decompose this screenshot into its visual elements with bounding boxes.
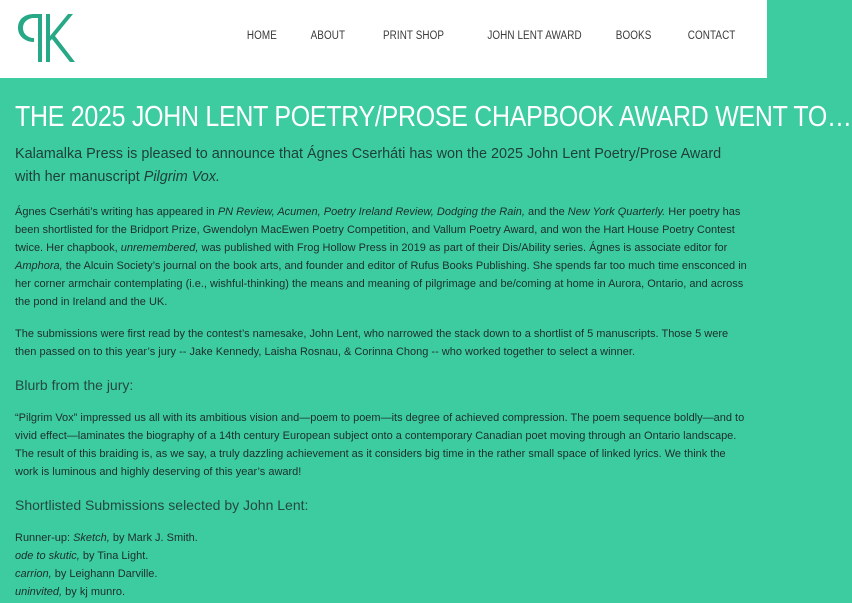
shortlist [15, 529, 750, 601]
nav-john-lent-award[interactable]: JOHN LENT AWARD [487, 30, 583, 42]
shortlist-heading: Shortlisted Submissions selected by John Lent: [15, 497, 309, 513]
main-content [15, 95, 852, 601]
list-item: Runner-up: Sketch, by Mark J. Smith. [15, 532, 198, 544]
main-nav [214, 30, 735, 42]
nav-contact[interactable]: CONTACT [687, 30, 735, 42]
site-header [0, 0, 767, 78]
list-item: carrion, by Leighann Darville. [15, 568, 158, 580]
blurb-heading: Blurb from the jury: [15, 377, 134, 393]
announcement-lead: Kalamalka Press is pleased to announce that Ágnes Cserháti has won the 2025 John Lent Poetry/Prose Award with her manuscript Pilgrim Vox. [15, 146, 722, 185]
selection-process: The submissions were first read by the contest’s namesake, John Lent, who narrowed the stack down to a shortlist of 5 manuscripts. Those 5 were then passed on to this year’s jury -- Jake Kennedy, Laisha Rosnau, & Corinna Chong -- who worked together to select a winner. [15, 328, 729, 358]
nav-home[interactable]: HOME [247, 30, 278, 42]
list-item: uninvited, by kj munro. [15, 586, 126, 598]
list-item: ode to skutic, by Tina Light. [15, 550, 149, 562]
nav-print-shop[interactable]: PRINT SHOP [383, 30, 445, 42]
nav-about[interactable]: ABOUT [310, 30, 346, 42]
kalamalka-logo[interactable] [14, 12, 76, 64]
nav-books[interactable]: BOOKS [615, 30, 652, 42]
jury-blurb: “Pilgrim Vox” impressed us all with its ambitious vision and—poem to poem—its degree of achieved compression. The poem sequence boldly—and to vivid effect—laminates the biography of a 14th century European subject onto a contemporary Canadian poet moving through an Ontario landscape. The result of this braiding is, as we say, a truly dazzling achievement as it considers big time in the rather small space of linked lyrics. We think the work is luminous and highly deserving of this year’s award! [15, 412, 745, 478]
page-title: THE 2025 JOHN LENT POETRY/PROSE CHAPBOOK AWARD WENT TO… [15, 101, 852, 133]
winning-title: Pilgrim Vox. [143, 169, 220, 185]
author-bio: Ágnes Cserháti’s writing has appeared in PN Review, Acumen, Poetry Ireland Review, Dodging the Rain, and the New York Quarterly. Her poetry has been shortlisted for the Bridport Prize, Gwendolyn MacEwen Poetry Competition, and Vallum Poetry Award, and won the Hart House Poetry Contest twice. Her chapbook, unremembered, was published with Frog Hollow Press in 2019 as part of their Dis/Ability series. Ágnes is associate editor for Amphora, the Alcuin Society’s journal on the book arts, and founder and editor of Rufus Books Publishing. She spends far too much time ensconced in her corner armchair contemplating (i.e., wishful-thinking) the means and meaning of pilgrimage and be/coming at home in Aurora, Ontario, and across the pond in Ireland and the UK. [15, 206, 747, 308]
